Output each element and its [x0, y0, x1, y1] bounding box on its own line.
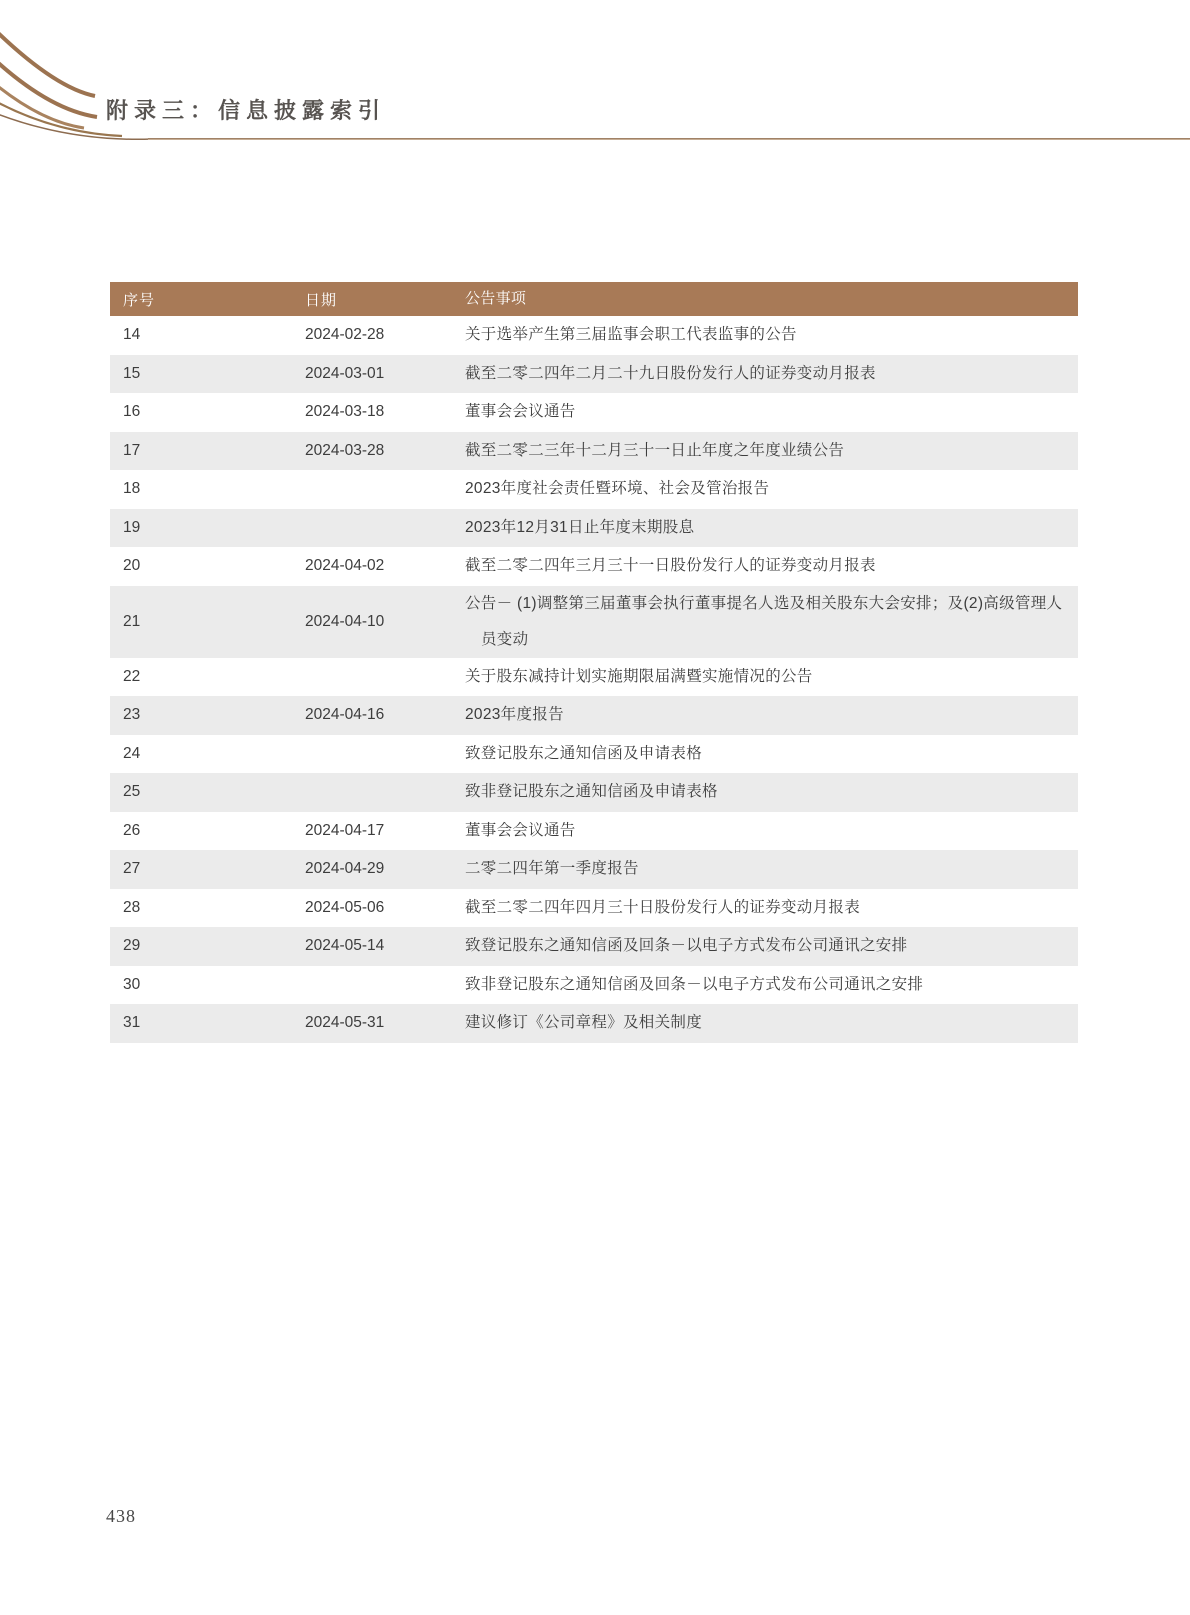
row-date-cell: 2024-03-01 [305, 364, 385, 382]
row-date-cell: 2024-03-28 [305, 441, 385, 459]
table-header-row [110, 282, 1078, 316]
row-date-cell: 2024-05-14 [305, 937, 385, 955]
row-number-cell: 16 [123, 403, 141, 421]
row-number-cell: 19 [123, 518, 141, 536]
table-row [110, 696, 1078, 735]
row-number-cell: 25 [123, 783, 141, 801]
row-entry-cell: 截至二零二四年二月二十九日股份发行人的证券变动月报表 [465, 364, 876, 382]
column-header-no: 序号 [123, 291, 156, 309]
table-row [110, 889, 1078, 928]
table-row [110, 812, 1078, 851]
table-row [110, 470, 1078, 509]
row-number-cell: 23 [123, 706, 141, 724]
row-date-cell: 2024-05-06 [305, 898, 385, 916]
table-row [110, 355, 1078, 394]
row-entry-cell: 关于选举产生第三届监事会职工代表监事的公告 [465, 326, 797, 344]
disclosure-index-table [110, 282, 1078, 1043]
row-number-cell: 17 [123, 441, 141, 459]
table-row [110, 773, 1078, 812]
row-entry-cell: 截至二零二三年十二月三十一日止年度之年度业绩公告 [465, 441, 845, 459]
row-entry-cell: 致登记股东之通知信函及申请表格 [465, 744, 703, 762]
table-row [110, 927, 1078, 966]
row-entry-cell: 截至二零二四年四月三十日股份发行人的证券变动月报表 [465, 898, 861, 916]
row-entry-cell: 2023年度报告 [465, 706, 564, 724]
row-entry-cell: 二零二四年第一季度报告 [465, 860, 639, 878]
table-row [110, 735, 1078, 774]
row-date-cell: 2024-02-28 [305, 326, 385, 344]
row-date-cell: 2024-05-31 [305, 1014, 385, 1032]
row-entry-cell: 董事会会议通告 [465, 821, 576, 839]
table-row [110, 509, 1078, 548]
row-entry-cell: 关于股东减持计划实施期限届满暨实施情况的公告 [465, 667, 813, 685]
table-row [110, 316, 1078, 355]
row-entry-cell: 致登记股东之通知信函及回条－以电子方式发布公司通讯之安排 [465, 937, 908, 955]
row-number-cell: 26 [123, 821, 141, 839]
table-row [110, 586, 1078, 658]
row-number-cell: 29 [123, 937, 141, 955]
row-number-cell: 18 [123, 480, 141, 498]
column-header-date: 日期 [305, 291, 338, 309]
table-body [110, 316, 1078, 1043]
row-number-cell: 15 [123, 364, 141, 382]
row-date-cell: 2024-04-29 [305, 860, 385, 878]
table-row [110, 1004, 1078, 1043]
row-entry-cell: 截至二零二四年三月三十一日股份发行人的证券变动月报表 [465, 557, 876, 575]
row-entry-cell: 公告－ (1)调整第三届董事会执行董事提名人选及相关股东大会安排；及(2)高级管理人员变动 [465, 594, 1063, 648]
row-date-cell: 2024-04-10 [305, 612, 385, 630]
row-number-cell: 14 [123, 326, 141, 344]
column-header-entry: 公告事项 [465, 290, 527, 307]
row-entry-cell: 董事会会议通告 [465, 403, 576, 421]
title-divider [148, 138, 1190, 140]
page-number: 438 [106, 1506, 136, 1526]
table-row [110, 966, 1078, 1005]
row-number-cell: 30 [123, 975, 141, 993]
row-date-cell: 2024-03-18 [305, 403, 385, 421]
table-row [110, 432, 1078, 471]
row-number-cell: 31 [123, 1014, 141, 1032]
decorative-curves-icon [0, 28, 300, 148]
page-title: 附录三：信息披露索引 [106, 98, 387, 123]
row-number-cell: 27 [123, 860, 141, 878]
row-number-cell: 24 [123, 744, 141, 762]
table-row [110, 850, 1078, 889]
table-row [110, 658, 1078, 697]
row-entry-cell: 2023年度社会责任暨环境、社会及管治报告 [465, 480, 770, 498]
row-date-cell: 2024-04-16 [305, 706, 385, 724]
row-number-cell: 21 [123, 612, 141, 630]
table-row [110, 547, 1078, 586]
row-date-cell: 2024-04-02 [305, 557, 385, 575]
row-date-cell: 2024-04-17 [305, 821, 385, 839]
row-number-cell: 22 [123, 667, 141, 685]
row-number-cell: 28 [123, 898, 141, 916]
row-entry-cell: 2023年12月31日止年度末期股息 [465, 518, 695, 536]
row-number-cell: 20 [123, 557, 141, 575]
table-row [110, 393, 1078, 432]
row-entry-cell: 建议修订《公司章程》及相关制度 [465, 1014, 703, 1032]
row-entry-cell: 致非登记股东之通知信函及申请表格 [465, 783, 718, 801]
row-entry-cell: 致非登记股东之通知信函及回条－以电子方式发布公司通讯之安排 [465, 975, 924, 993]
